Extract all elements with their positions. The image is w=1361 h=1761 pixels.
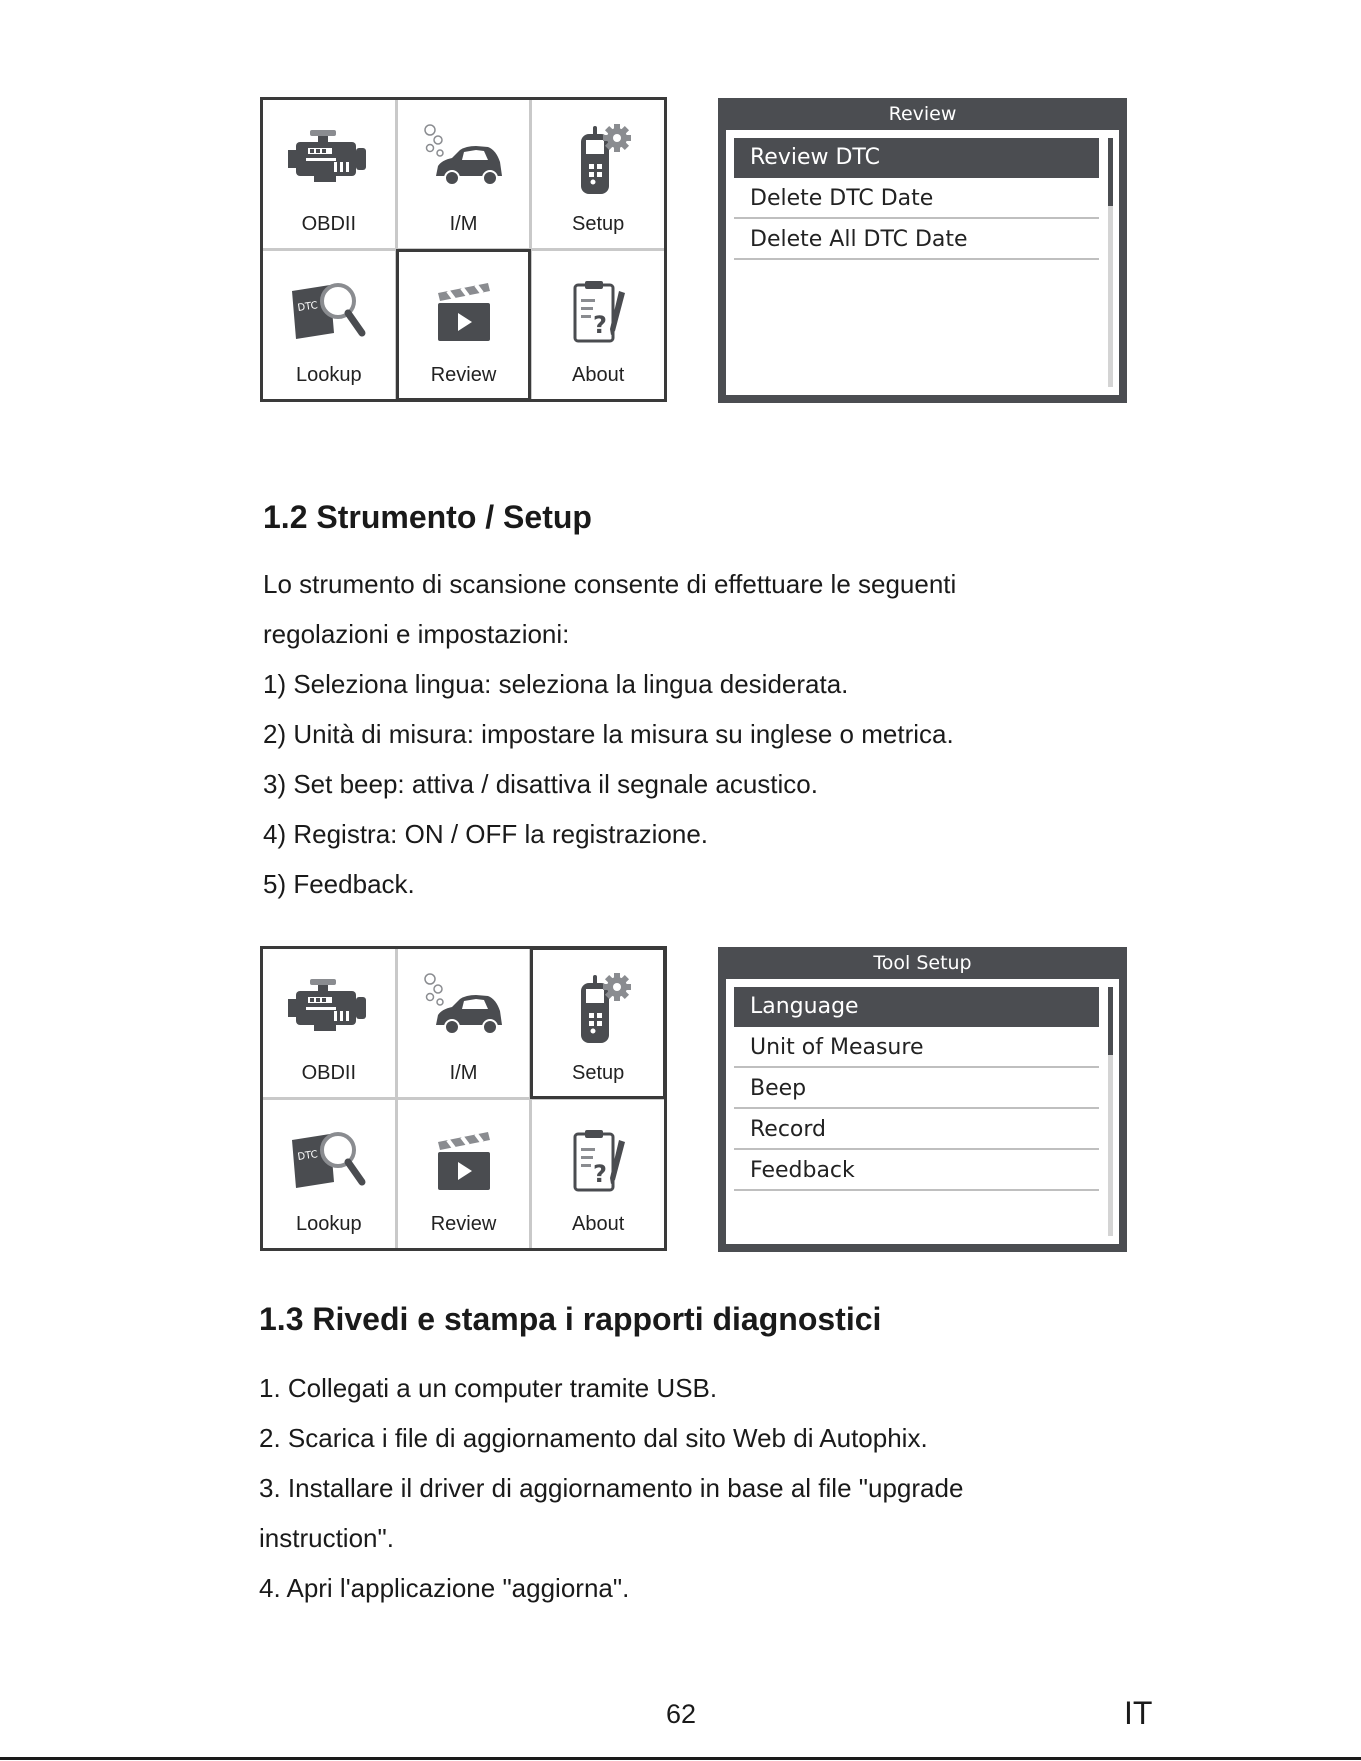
screen-title: Tool Setup [873, 952, 972, 974]
tile-setup[interactable] [532, 100, 664, 248]
clipboard-question-icon [553, 271, 643, 351]
tile-obdii[interactable] [263, 100, 395, 248]
section-heading-setup: 1.2 Strumento / Setup [263, 499, 592, 535]
tile-label: I/M [449, 213, 478, 235]
body-line: 4. Apri l'applicazione "aggiorna". [259, 1573, 630, 1603]
clapperboard-icon [418, 271, 508, 351]
bottom-rule [0, 1757, 1361, 1760]
body-line: 3) Set beep: attiva / disattiva il segnale acustico. [263, 769, 818, 799]
tile-review[interactable] [398, 251, 530, 399]
scanner-gear-icon [553, 969, 643, 1049]
menu-item-review-dtc[interactable]: Review DTC [734, 138, 1099, 178]
tile-about[interactable] [532, 251, 664, 399]
scrollbar[interactable] [1108, 987, 1113, 1236]
language-code: IT [1124, 1695, 1153, 1731]
screen-body [726, 130, 1119, 395]
body-line: 2) Unità di misura: impostare la misura su inglese o metrica. [263, 719, 954, 749]
menu-list [734, 987, 1099, 1192]
menu-item-language[interactable]: Language [734, 987, 1099, 1027]
tile-obdii[interactable] [263, 949, 395, 1097]
tile-im[interactable] [398, 949, 530, 1097]
main-menu-grid-review [260, 97, 667, 402]
scrollbar-thumb[interactable] [1108, 987, 1113, 1055]
tile-label: Review [430, 1213, 497, 1235]
tile-label: About [572, 1213, 625, 1235]
tool-setup-screen [718, 947, 1127, 1252]
review-screen [718, 98, 1127, 403]
clapperboard-icon [418, 1120, 508, 1200]
body-line: regolazioni e impostazioni: [263, 619, 570, 649]
body-line: 5) Feedback. [263, 869, 415, 899]
clipboard-question-icon [553, 1120, 643, 1200]
body-line: instruction". [259, 1523, 394, 1553]
scanner-gear-icon [553, 120, 643, 200]
body-line: 3. Installare il driver di aggiornamento in base al file "upgrade [259, 1473, 964, 1503]
tile-lookup[interactable] [263, 251, 395, 399]
menu-item-beep[interactable]: Beep [734, 1069, 1099, 1109]
scrollbar-thumb[interactable] [1108, 138, 1113, 206]
body-line: Lo strumento di scansione consente di effettuare le seguenti [263, 569, 957, 599]
tile-label: Setup [572, 213, 625, 235]
engine-icon [284, 969, 374, 1049]
tile-label: I/M [449, 1062, 478, 1084]
tile-label: Lookup [296, 364, 362, 386]
dtc-magnifier-icon [284, 1120, 374, 1200]
main-menu-grid-setup [260, 946, 667, 1251]
menu-item-record[interactable]: Record [734, 1110, 1099, 1150]
car-emission-icon [418, 120, 508, 200]
tile-label: Review [430, 364, 497, 386]
tile-label: Lookup [296, 1213, 362, 1235]
tile-review[interactable] [398, 1100, 530, 1248]
engine-icon [284, 120, 374, 200]
scrollbar[interactable] [1108, 138, 1113, 387]
body-line: 1. Collegati a un computer tramite USB. [259, 1373, 718, 1403]
tile-lookup[interactable] [263, 1100, 395, 1248]
section-body-setup [263, 559, 1163, 909]
section-heading-reports: 1.3 Rivedi e stampa i rapporti diagnostici [259, 1301, 882, 1337]
screen-body [726, 979, 1119, 1244]
body-line: 4) Registra: ON / OFF la registrazione. [263, 819, 709, 849]
menu-item-delete-all-dtc-date[interactable]: Delete All DTC Date [734, 220, 1099, 260]
car-emission-icon [418, 969, 508, 1049]
screen-title: Review [888, 103, 957, 125]
menu-item-feedback[interactable]: Feedback [734, 1151, 1099, 1191]
tile-label: Setup [572, 1062, 625, 1084]
page-number: 62 [666, 1699, 697, 1729]
tile-label: OBDII [301, 213, 357, 235]
body-line: 1) Seleziona lingua: seleziona la lingua desiderata. [263, 669, 849, 699]
tile-label: About [572, 364, 625, 386]
tile-setup[interactable] [532, 949, 664, 1097]
body-line: 2. Scarica i file di aggiornamento dal sito Web di Autophix. [259, 1423, 928, 1453]
menu-item-delete-dtc-date[interactable]: Delete DTC Date [734, 179, 1099, 219]
dtc-magnifier-icon [284, 271, 374, 351]
tile-label: OBDII [301, 1062, 357, 1084]
menu-list [734, 138, 1099, 261]
menu-item-unit-of-measure[interactable]: Unit of Measure [734, 1028, 1099, 1068]
section-body-reports [259, 1363, 1159, 1613]
tile-im[interactable] [398, 100, 530, 248]
tile-about[interactable] [532, 1100, 664, 1248]
